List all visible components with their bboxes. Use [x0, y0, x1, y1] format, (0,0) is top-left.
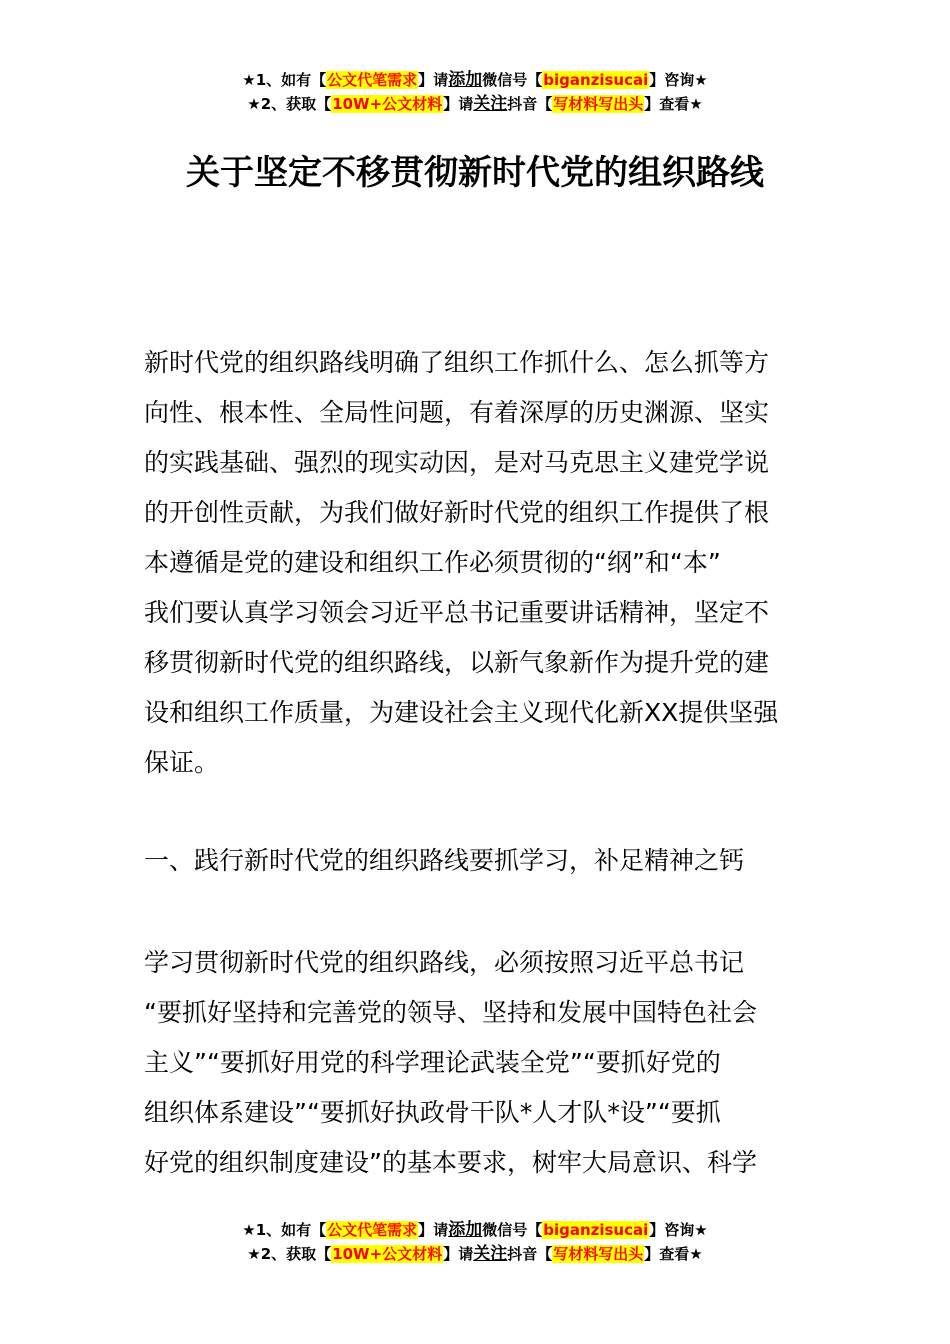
banner-text: 抖音【 — [507, 95, 553, 113]
paragraph-line: 主义”“要抓好用党的科学理论武装全党”“要抓好党的 — [144, 1048, 721, 1077]
banner-highlight-douyin-account: 写材料写出头 — [553, 95, 644, 113]
banner-highlight-materials: 10W+公文材料 — [332, 1245, 443, 1263]
banner-underlined-add: 添加 — [448, 70, 483, 90]
footer-banner — [0, 1218, 950, 1266]
document-title: 关于坚定不移贯彻新时代党的组织路线 — [186, 153, 764, 193]
banner-text: 微信号【 — [482, 1221, 543, 1239]
paragraph-line: 本遵循是党的建设和组织工作必须贯彻的“纲”和“本” — [144, 548, 721, 577]
banner-underlined-add: 添加 — [448, 1220, 483, 1240]
paragraph-line: 学习贯彻新时代党的组织路线，必须按照习近平总书记 — [144, 948, 745, 977]
banner-text: 】咨询★ — [649, 71, 708, 89]
banner-text: 】请 — [418, 1221, 449, 1239]
banner-text: ★2、获取【 — [247, 95, 332, 113]
banner-highlight-douyin-account: 写材料写出头 — [553, 1245, 644, 1263]
banner-highlight-service: 公文代笔需求 — [327, 71, 418, 89]
banner-text: 】查看★ — [644, 95, 703, 113]
paragraph-line: 向性、根本性、全局性问题，有着深厚的历史渊源、坚实 — [144, 398, 770, 427]
paragraph-line: 我们要认真学习领会习近平总书记重要讲话精神，坚定不 — [144, 598, 770, 627]
paragraph-line: 保证。 — [144, 748, 220, 777]
banner-highlight-materials: 10W+公文材料 — [332, 95, 443, 113]
paragraph-line: 新时代党的组织路线明确了组织工作抓什么、怎么抓等方 — [144, 348, 770, 377]
banner-text: 抖音【 — [507, 1245, 553, 1263]
banner-text: ★2、获取【 — [247, 1245, 332, 1263]
paragraph-intro — [144, 338, 812, 788]
banner-text: 微信号【 — [482, 71, 543, 89]
paragraph-line: 好党的组织制度建设”的基本要求，树牢大局意识、科学 — [144, 1148, 757, 1177]
banner-highlight-wechat-id: biganzisucai — [543, 1221, 649, 1239]
banner-text: ★1、如有【 — [242, 1221, 327, 1239]
banner-text: 】请 — [443, 1245, 474, 1263]
header-banner — [0, 68, 950, 116]
banner-text: ★1、如有【 — [242, 71, 327, 89]
banner-line-2 — [0, 92, 950, 116]
paragraph-line: “要抓好坚持和完善党的领导、坚持和发展中国特色社会 — [144, 998, 757, 1027]
banner-text: 】查看★ — [644, 1245, 703, 1263]
banner-highlight-wechat-id: biganzisucai — [543, 71, 649, 89]
paragraph-line: 的实践基础、强烈的现实动因，是对马克思主义建党学说 — [144, 448, 770, 477]
paragraph-line: 组织体系建设”“要抓好执政骨干队*人才队*设”“要抓 — [144, 1098, 721, 1127]
banner-text: 】请 — [443, 95, 474, 113]
paragraph-line: 的开创性贡献，为我们做好新时代党的组织工作提供了根 — [144, 498, 770, 527]
section-heading-1: 一、践行新时代党的组织路线要抓学习，补足精神之钙 — [144, 846, 745, 875]
banner-text: 】请 — [418, 71, 449, 89]
paragraph-line: 移贯彻新时代党的组织路线，以新气象新作为提升党的建 — [144, 648, 770, 677]
banner-line-1 — [0, 1218, 950, 1242]
banner-underlined-follow: 关注 — [473, 1244, 508, 1264]
banner-line-2 — [0, 1242, 950, 1266]
banner-highlight-service: 公文代笔需求 — [327, 1221, 418, 1239]
paragraph-line: 设和组织工作质量，为建设社会主义现代化新XX提供坚强 — [144, 698, 779, 727]
paragraph-section-1 — [144, 938, 812, 1188]
banner-underlined-follow: 关注 — [473, 94, 508, 114]
banner-text: 】咨询★ — [649, 1221, 708, 1239]
banner-line-1 — [0, 68, 950, 92]
